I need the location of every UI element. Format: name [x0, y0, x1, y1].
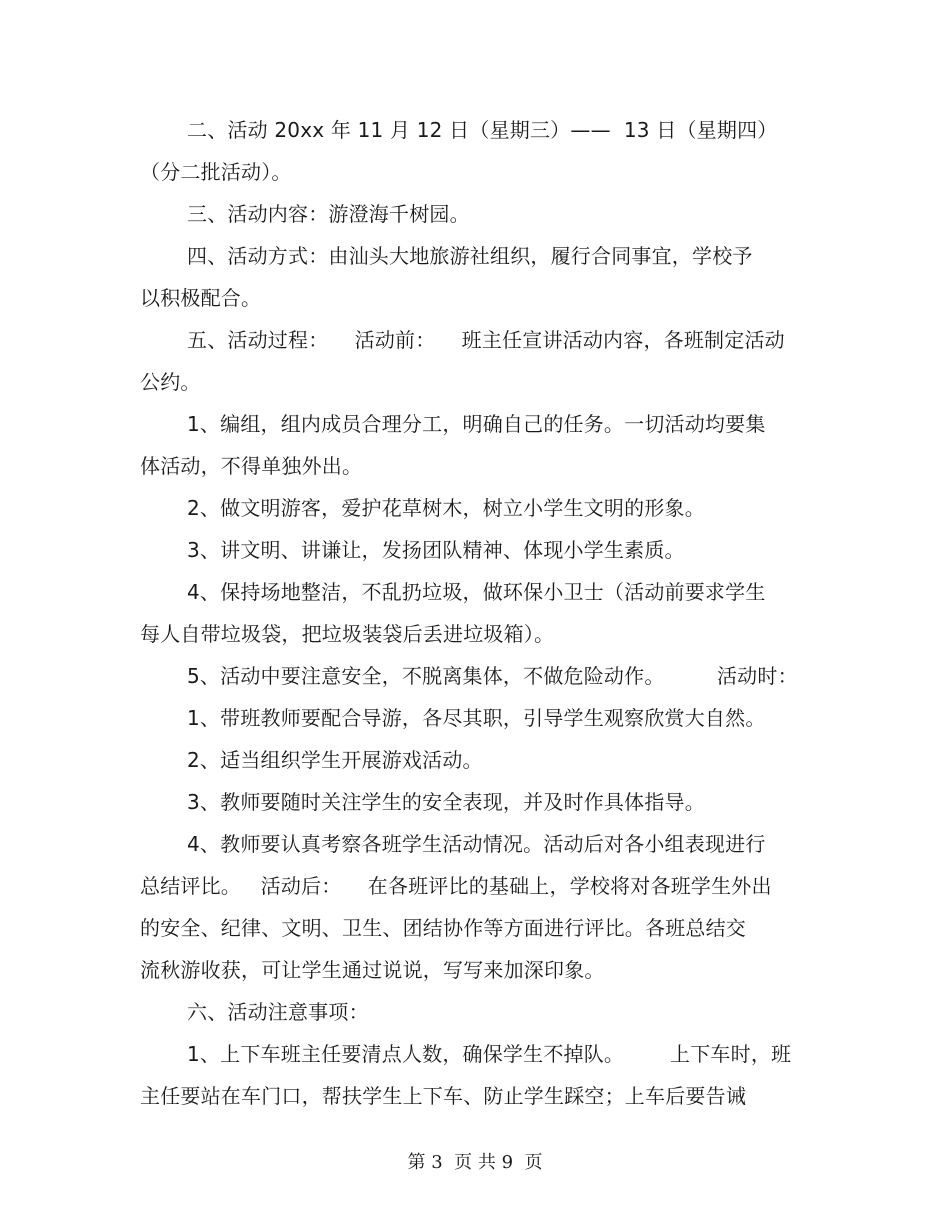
text-line-22: 六、活动注意事项：	[187, 1000, 369, 1024]
text-line-16: 2、适当组织学生开展游戏活动。	[187, 748, 483, 772]
page-number-footer: 第 3 页 共 9 页	[407, 1152, 543, 1173]
text-line-9: 体活动，不得单独外出。	[140, 454, 363, 478]
text-line-14: 5、活动中要注意安全，不脱离集体，不做危险动作。 活动时：	[187, 664, 798, 688]
text-line-15: 1、带班教师要配合导游，各尽其职，引导学生观察欣赏大自然。	[187, 706, 766, 730]
text-line-23: 1、上下车班主任要清点人数，确保学生不掉队。 上下车时，班	[187, 1042, 792, 1066]
text-line-3: 三、活动内容：游澄海千树园。	[187, 202, 470, 226]
text-line-24: 主任要站在车门口，帮扶学生上下车、防止学生踩空；上车后要告诫	[140, 1084, 746, 1108]
text-line-19: 总结评比。 活动后： 在各班评比的基础上，学校将对各班学生外出	[140, 874, 772, 898]
text-line-12: 4、保持场地整洁，不乱扔垃圾，做环保小卫士（活动前要求学生	[187, 580, 766, 604]
text-line-6: 五、活动过程： 活动前： 班主任宣讲活动内容，各班制定活动	[187, 328, 785, 352]
text-line-4: 四、活动方式：由汕头大地旅游社组织，履行合同事宜，学校予	[187, 244, 753, 268]
text-line-10: 2、做文明游客，爱护花草树木，树立小学生文明的形象。	[187, 496, 705, 520]
text-line-18: 4、教师要认真考察各班学生活动情况。活动后对各小组表现进行	[187, 832, 766, 856]
text-line-8: 1、编组，组内成员合理分工，明确自己的任务。一切活动均要集	[187, 412, 766, 436]
text-line-5: 以积极配合。	[140, 286, 262, 310]
text-line-13: 每人自带垃圾袋，把垃圾装袋后丢进垃圾箱）。	[140, 622, 555, 646]
text-line-21: 流秋游收获，可让学生通过说说，写写来加深印象。	[140, 958, 605, 982]
text-line-1: 二、活动 20xx 年 11 月 12 日（星期三）—— 13 日（星期四）	[187, 118, 778, 142]
text-line-20: 的安全、纪律、文明、卫生、团结协作等方面进行评比。各班总结交	[140, 916, 746, 940]
text-line-7: 公约。	[140, 370, 201, 394]
text-line-17: 3、教师要随时关注学生的安全表现，并及时作具体指导。	[187, 790, 705, 814]
text-line-2: （分二批活动）。	[140, 160, 292, 184]
text-line-11: 3、讲文明、讲谦让，发扬团队精神、体现小学生素质。	[187, 538, 685, 562]
